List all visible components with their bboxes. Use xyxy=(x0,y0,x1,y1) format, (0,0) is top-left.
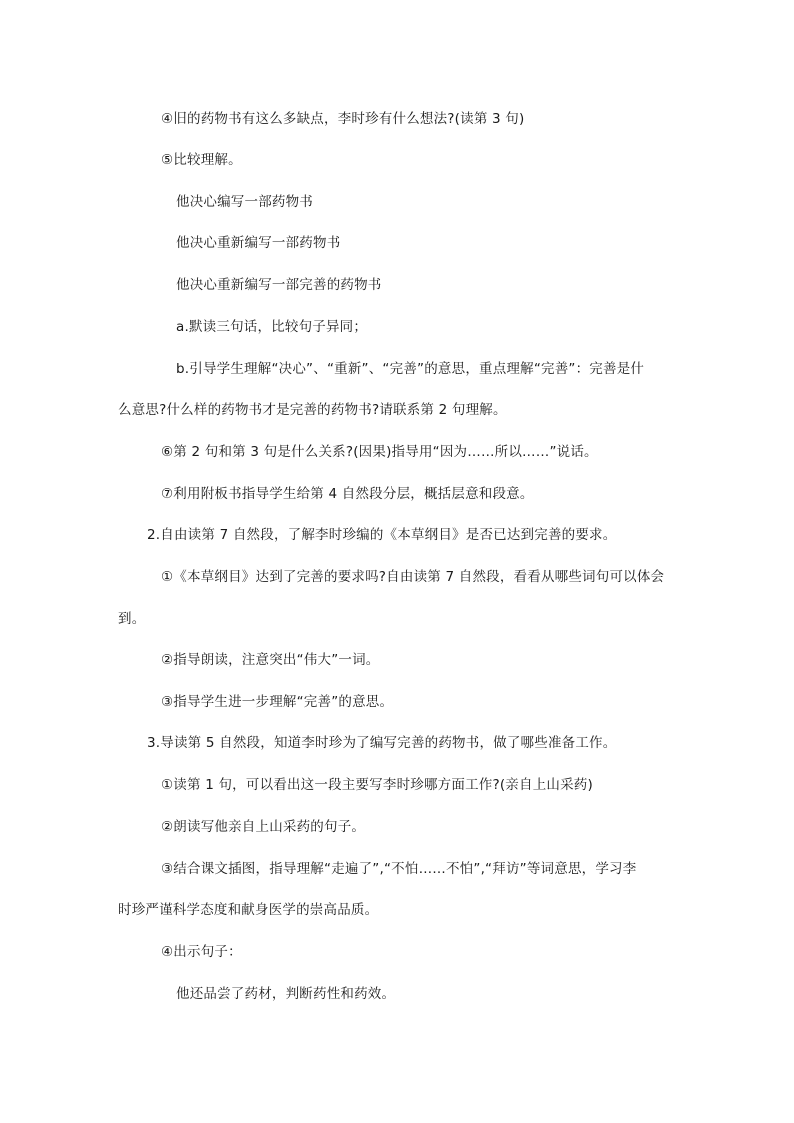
paragraph-line: ②指导朗读，注意突出“伟大”一词。 xyxy=(161,652,380,668)
paragraph-line: 到。 xyxy=(118,611,146,627)
paragraph-line: ④出示句子： xyxy=(161,944,242,960)
paragraph-line: ②朗读写他亲自上山采药的句子。 xyxy=(161,819,366,835)
section-heading: 3.导读第 5 自然段，知道李时珍为了编写完善的药物书，做了哪些准备工作。 xyxy=(147,735,617,751)
paragraph-line: ③结合课文插图，指导理解“走遍了”,“不怕……不怕”,“拜访”等词意思，学习李 xyxy=(161,861,637,877)
example-sentence: 他决心编写一部药物书 xyxy=(176,194,313,210)
paragraph-line: 么意思?什么样的药物书才是完善的药物书?请联系第 2 句理解。 xyxy=(118,402,507,418)
paragraph-line: a.默读三句话，比较句子异同； xyxy=(176,319,368,335)
paragraph-line: ③指导学生进一步理解“完善”的意思。 xyxy=(161,694,394,710)
paragraph-line: ⑥第 2 句和第 3 句是什么关系?(因果)指导用“因为……所以……”说话。 xyxy=(161,444,598,460)
example-sentence: 他决心重新编写一部完善的药物书 xyxy=(176,277,382,293)
paragraph-line: ①读第 1 句，可以看出这一段主要写李时珍哪方面工作?(亲自上山采药) xyxy=(161,777,593,793)
paragraph-line: b.引导学生理解“决心”、“重新”、“完善”的意思，重点理解“完善”：完善是什 xyxy=(176,361,645,377)
section-heading: 2.自由读第 7 自然段，了解李时珍编的《本草纲目》是否已达到完善的要求。 xyxy=(147,527,617,543)
paragraph-line: ④旧的药物书有这么多缺点，李时珍有什么想法?(读第 3 句) xyxy=(161,111,525,127)
paragraph-line: ⑤比较理解。 xyxy=(161,152,242,168)
paragraph-line: ⑦利用附板书指导学生给第 4 自然段分层，概括层意和段意。 xyxy=(161,486,534,502)
example-sentence: 他还品尝了药材，判断药性和药效。 xyxy=(176,986,396,1002)
example-sentence: 他决心重新编写一部药物书 xyxy=(176,235,341,251)
paragraph-line: 时珍严谨科学态度和献身医学的崇高品质。 xyxy=(118,902,379,918)
paragraph-line: ①《本草纲目》达到了完善的要求吗?自由读第 7 自然段，看看从哪些词句可以体会 xyxy=(161,569,665,585)
